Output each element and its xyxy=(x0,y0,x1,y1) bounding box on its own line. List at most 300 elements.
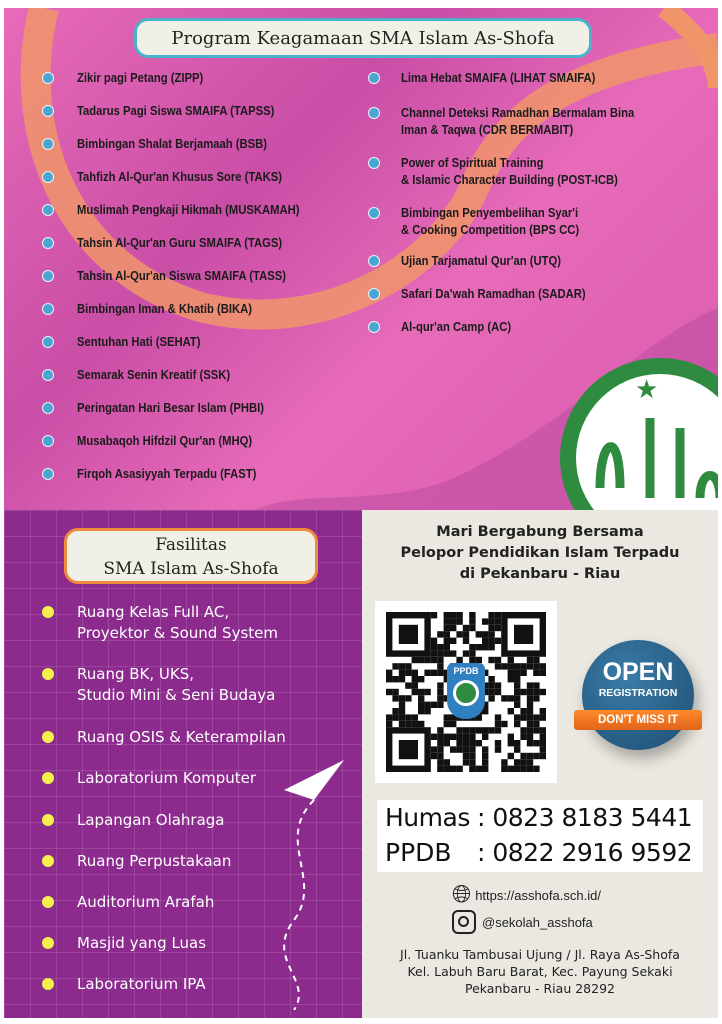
qr-module xyxy=(431,644,437,650)
qr-module xyxy=(469,625,475,631)
program-item: Semarak Senin Kreatif (SSK) xyxy=(77,368,231,382)
program-item xyxy=(401,155,618,189)
qr-module xyxy=(514,682,520,688)
program-item-line: & Cooking Competition (BPS CC) xyxy=(401,223,580,237)
qr-module xyxy=(495,612,501,618)
qr-module xyxy=(488,657,494,663)
qr-module xyxy=(533,766,539,772)
facility-item xyxy=(77,892,214,913)
qr-module xyxy=(476,766,482,772)
qr-module xyxy=(463,625,469,631)
program-item: Firqoh Asasiyyah Terpadu (FAST) xyxy=(77,467,257,481)
qr-module xyxy=(482,759,488,765)
qr-module xyxy=(412,714,418,720)
bullet-icon xyxy=(42,402,54,414)
qr-module xyxy=(488,644,494,650)
instagram-row xyxy=(452,910,593,934)
qr-module xyxy=(533,682,539,688)
qr-module xyxy=(495,727,501,733)
bullet-icon xyxy=(42,369,54,381)
qr-module xyxy=(508,657,514,663)
qr-module xyxy=(437,759,443,765)
qr-code[interactable] xyxy=(375,601,557,783)
website-row xyxy=(452,882,601,908)
bullet-icon xyxy=(42,204,54,216)
qr-module xyxy=(514,714,520,720)
qr-module xyxy=(488,727,494,733)
program-item-line: Power of Spiritual Training xyxy=(401,156,544,170)
program-title: Program Keagamaan SMA Islam As-Shofa xyxy=(134,18,592,58)
qr-module xyxy=(527,682,533,688)
qr-module xyxy=(533,721,539,727)
qr-module xyxy=(386,670,392,676)
qr-module xyxy=(488,612,494,618)
bullet-icon xyxy=(42,606,54,618)
program-item-line: Ujian Tarjamatul Qur'an (UTQ) xyxy=(401,254,561,268)
qr-module xyxy=(399,708,405,714)
qr-module xyxy=(495,746,501,752)
address-line2: Kel. Labuh Baru Barat, Kec. Payung Sekaki xyxy=(407,964,673,979)
qr-module xyxy=(520,708,526,714)
bullet-icon xyxy=(42,978,54,990)
qr-module xyxy=(520,689,526,695)
bullet-icon xyxy=(368,288,380,300)
website-link[interactable]: https://asshofa.sch.id/ xyxy=(475,887,601,903)
qr-module xyxy=(392,676,398,682)
qr-module xyxy=(488,618,494,624)
address xyxy=(362,946,718,997)
qr-module xyxy=(495,638,501,644)
qr-module xyxy=(514,746,520,752)
qr-module xyxy=(476,631,482,637)
qr-module xyxy=(482,631,488,637)
facilities-title-line2: SMA Islam As-Shofa xyxy=(103,559,279,579)
qr-module xyxy=(501,721,507,727)
qr-module xyxy=(392,708,398,714)
bullet-icon xyxy=(42,814,54,826)
qr-module xyxy=(450,638,456,644)
program-item: Musabaqoh Hifdzil Qur'an (MHQ) xyxy=(77,434,253,448)
ppdb-number[interactable]: : 0822 2916 9592 xyxy=(477,838,693,867)
qr-module xyxy=(437,689,443,695)
bullet-icon xyxy=(42,668,54,680)
qr-finder xyxy=(386,612,431,657)
qr-module xyxy=(540,714,546,720)
qr-module xyxy=(431,753,437,759)
qr-module xyxy=(508,753,514,759)
program-item: Tahfizh Al-Qur'an Khusus Sore (TAKS) xyxy=(77,170,282,184)
program-item: Muslimah Pengkaji Hikmah (MUSKAMAH) xyxy=(77,203,300,217)
qr-module xyxy=(456,631,462,637)
qr-module xyxy=(418,702,424,708)
qr-module xyxy=(527,708,533,714)
program-item: Tadarus Pagi Siswa SMAIFA (TAPSS) xyxy=(77,104,275,118)
qr-module xyxy=(463,638,469,644)
qr-module xyxy=(437,766,443,772)
qr-module xyxy=(495,682,501,688)
qr-module xyxy=(514,695,520,701)
qr-module xyxy=(520,766,526,772)
qr-module xyxy=(482,618,488,624)
bullet-icon xyxy=(42,731,54,743)
open-registration-badge xyxy=(582,640,694,750)
program-item: Zikir pagi Petang (ZIPP) xyxy=(77,71,204,85)
qr-module xyxy=(424,689,430,695)
qr-module xyxy=(431,734,437,740)
qr-module xyxy=(469,759,475,765)
qr-module xyxy=(386,721,392,727)
program-item-line: Al-qur'an Camp (AC) xyxy=(401,320,512,334)
qr-module xyxy=(456,727,462,733)
qr-module xyxy=(424,702,430,708)
program-item-line: Safari Da'wah Ramadhan (SADAR) xyxy=(401,287,586,301)
qr-module xyxy=(476,644,482,650)
qr-module xyxy=(456,766,462,772)
qr-module xyxy=(495,618,501,624)
join-line2: Pelopor Pendidikan Islam Terpadu xyxy=(400,545,680,561)
qr-module xyxy=(456,740,462,746)
bullet-icon xyxy=(42,896,54,908)
facility-item-line: Proyektor & Sound System xyxy=(77,624,278,642)
bullet-icon xyxy=(42,237,54,249)
qr-module xyxy=(540,670,546,676)
facility-item-line: Laboratorium IPA xyxy=(77,975,206,993)
qr-module xyxy=(508,676,514,682)
qr-module xyxy=(444,638,450,644)
qr-module xyxy=(482,753,488,759)
qr-module xyxy=(514,740,520,746)
qr-module xyxy=(527,702,533,708)
instagram-icon xyxy=(452,910,476,934)
program-item xyxy=(401,253,561,270)
bullet-icon xyxy=(368,255,380,267)
qr-module xyxy=(450,625,456,631)
dont-miss-banner: DON'T MISS IT xyxy=(574,710,702,730)
instagram-handle[interactable]: @sekolah_asshofa xyxy=(482,914,593,930)
facility-item-line: Auditorium Arafah xyxy=(77,893,215,911)
qr-module xyxy=(508,766,514,772)
paper-plane-icon xyxy=(234,750,354,1010)
qr-module xyxy=(469,734,475,740)
logo-icon xyxy=(453,680,479,706)
qr-module xyxy=(386,689,392,695)
qr-module xyxy=(540,689,546,695)
qr-module xyxy=(405,663,411,669)
facility-item xyxy=(77,851,231,872)
qr-module xyxy=(463,740,469,746)
qr-module xyxy=(520,670,526,676)
qr-module xyxy=(514,689,520,695)
program-item-line: & Islamic Character Building (POST-ICB) xyxy=(401,173,618,187)
qr-module xyxy=(476,740,482,746)
bullet-icon xyxy=(368,72,380,84)
qr-module xyxy=(450,734,456,740)
qr-module xyxy=(399,663,405,669)
facility-item xyxy=(77,810,225,831)
qr-module xyxy=(392,689,398,695)
facility-item xyxy=(77,602,278,644)
bullet-icon xyxy=(42,336,54,348)
qr-module xyxy=(495,657,501,663)
ppdb-label: PPDB xyxy=(385,838,452,867)
qr-module xyxy=(540,734,546,740)
bullet-icon xyxy=(42,855,54,867)
qr-module xyxy=(520,753,526,759)
qr-module xyxy=(533,727,539,733)
qr-module xyxy=(437,740,443,746)
qr-module xyxy=(540,753,546,759)
qr-module xyxy=(437,631,443,637)
qr-module xyxy=(520,734,526,740)
qr-module xyxy=(437,644,443,650)
qr-module xyxy=(495,689,501,695)
qr-finder xyxy=(501,612,546,657)
qr-module xyxy=(444,650,450,656)
program-item xyxy=(401,70,595,87)
qr-module xyxy=(424,657,430,663)
join-line1: Mari Bergabung Bersama xyxy=(436,524,644,540)
qr-module xyxy=(533,670,539,676)
qr-module xyxy=(527,734,533,740)
facility-item-line: Ruang OSIS & Keterampilan xyxy=(77,728,286,746)
program-item-line: Channel Deteksi Ramadhan Bermalam Bina xyxy=(401,106,635,120)
facility-item xyxy=(77,664,275,706)
qr-module xyxy=(450,612,456,618)
qr-module xyxy=(463,650,469,656)
qr-module xyxy=(392,663,398,669)
qr-module xyxy=(399,721,405,727)
qr-module xyxy=(533,663,539,669)
qr-module xyxy=(437,650,443,656)
qr-module xyxy=(431,657,437,663)
qr-module xyxy=(437,746,443,752)
qr-module xyxy=(399,670,405,676)
qr-module xyxy=(469,740,475,746)
qr-module xyxy=(520,759,526,765)
qr-module xyxy=(418,721,424,727)
program-item: Tahsin Al-Qur'an Guru SMAIFA (TAGS) xyxy=(77,236,283,250)
program-item: Bimbingan Shalat Berjamaah (BSB) xyxy=(77,137,268,151)
qr-module xyxy=(450,721,456,727)
qr-module xyxy=(469,753,475,759)
qr-module xyxy=(527,740,533,746)
qr-module xyxy=(501,663,507,669)
qr-module xyxy=(469,727,475,733)
qr-module xyxy=(463,746,469,752)
qr-module xyxy=(463,759,469,765)
qr-module xyxy=(469,746,475,752)
qr-module xyxy=(431,650,437,656)
qr-module xyxy=(508,663,514,669)
qr-module xyxy=(444,714,450,720)
program-item: Peringatan Hari Besar Islam (PHBI) xyxy=(77,401,264,415)
qr-module xyxy=(463,753,469,759)
qr-module xyxy=(444,734,450,740)
qr-module xyxy=(501,759,507,765)
program-item-line: Iman & Taqwa (CDR BERMABIT) xyxy=(401,123,574,137)
qr-module xyxy=(405,670,411,676)
humas-number[interactable]: : 0823 8183 5441 xyxy=(477,803,693,832)
qr-module xyxy=(469,650,475,656)
program-item xyxy=(401,205,579,239)
qr-module xyxy=(444,644,450,650)
qr-module xyxy=(399,714,405,720)
qr-module xyxy=(533,714,539,720)
qr-module xyxy=(508,740,514,746)
qr-module xyxy=(488,676,494,682)
bullet-icon xyxy=(368,157,380,169)
address-line3: Pekanbaru - Riau 28292 xyxy=(465,981,615,996)
qr-module xyxy=(418,708,424,714)
qr-module xyxy=(540,663,546,669)
program-item-line: Lima Hebat SMAIFA (LIHAT SMAIFA) xyxy=(401,71,596,85)
qr-module xyxy=(450,650,456,656)
badge-registration: REGISTRATION xyxy=(598,687,678,699)
qr-module xyxy=(431,670,437,676)
qr-module xyxy=(514,721,520,727)
bullet-icon xyxy=(42,138,54,150)
qr-module xyxy=(488,695,494,701)
qr-module xyxy=(469,618,475,624)
qr-module xyxy=(482,644,488,650)
bullet-icon xyxy=(42,270,54,282)
bullet-icon xyxy=(368,107,380,119)
qr-module xyxy=(437,702,443,708)
qr-module xyxy=(527,721,533,727)
bullet-icon xyxy=(42,435,54,447)
facility-item xyxy=(77,727,286,748)
qr-module xyxy=(488,631,494,637)
qr-module xyxy=(405,714,411,720)
qr-module xyxy=(437,682,443,688)
qr-module xyxy=(444,618,450,624)
qr-module xyxy=(456,618,462,624)
qr-module xyxy=(488,625,494,631)
qr-module xyxy=(437,695,443,701)
contacts-box xyxy=(377,800,703,872)
qr-module xyxy=(540,740,546,746)
qr-module xyxy=(533,657,539,663)
qr-module xyxy=(520,663,526,669)
facility-item xyxy=(77,768,256,789)
program-item xyxy=(401,105,634,139)
facility-item-line: Laboratorium Komputer xyxy=(77,769,257,787)
qr-module xyxy=(437,734,443,740)
qr-module xyxy=(501,695,507,701)
join-line3: di Pekanbaru - Riau xyxy=(459,566,621,582)
qr-module xyxy=(495,721,501,727)
qr-module xyxy=(540,727,546,733)
qr-module xyxy=(508,695,514,701)
qr-module xyxy=(412,676,418,682)
qr-module xyxy=(412,689,418,695)
qr-module xyxy=(431,638,437,644)
qr-finder xyxy=(386,727,431,772)
qr-module xyxy=(431,612,437,618)
qr-module xyxy=(482,727,488,733)
qr-module xyxy=(469,644,475,650)
qr-module xyxy=(424,670,430,676)
qr-module xyxy=(412,657,418,663)
qr-module xyxy=(527,727,533,733)
qr-module xyxy=(399,702,405,708)
facility-item-line: Ruang Kelas Full AC, xyxy=(77,603,230,621)
qr-module xyxy=(412,670,418,676)
qr-module xyxy=(405,682,411,688)
bullet-icon xyxy=(42,937,54,949)
facilities-title xyxy=(64,528,318,584)
bullet-icon xyxy=(368,207,380,219)
qr-module xyxy=(456,746,462,752)
qr-module xyxy=(437,670,443,676)
qr-module xyxy=(444,625,450,631)
qr-module xyxy=(527,689,533,695)
program-item-line: Bimbingan Penyembelihan Syar'i xyxy=(401,206,579,220)
qr-module xyxy=(520,714,526,720)
qr-module xyxy=(463,631,469,637)
qr-module xyxy=(444,631,450,637)
qr-module xyxy=(508,708,514,714)
qr-module xyxy=(444,759,450,765)
qr-module xyxy=(444,766,450,772)
qr-module xyxy=(392,695,398,701)
join-text xyxy=(362,522,718,585)
qr-module xyxy=(527,657,533,663)
qr-module xyxy=(533,740,539,746)
ppdb-qr-badge xyxy=(447,663,485,719)
bullet-icon xyxy=(42,772,54,784)
globe-icon: 🌐︎ xyxy=(452,881,472,908)
qr-module xyxy=(508,734,514,740)
ppdb-badge-text: PPDB xyxy=(453,666,479,676)
facility-item-line: Masjid yang Luas xyxy=(77,934,207,952)
qr-module xyxy=(482,766,488,772)
program-item xyxy=(401,286,586,303)
qr-module xyxy=(488,689,494,695)
bullet-icon xyxy=(42,72,54,84)
bullet-icon xyxy=(368,321,380,333)
qr-module xyxy=(527,714,533,720)
qr-module xyxy=(405,695,411,701)
qr-module xyxy=(418,695,424,701)
qr-module xyxy=(386,714,392,720)
qr-module xyxy=(431,702,437,708)
bullet-icon xyxy=(42,303,54,315)
qr-module xyxy=(482,638,488,644)
qr-module xyxy=(514,766,520,772)
qr-module xyxy=(450,746,456,752)
program-item: Sentuhan Hati (SEHAT) xyxy=(77,335,201,349)
qr-module xyxy=(514,759,520,765)
facility-item-line: Ruang Perpustakaan xyxy=(77,852,232,870)
qr-module xyxy=(399,695,405,701)
qr-module xyxy=(533,695,539,701)
qr-module xyxy=(495,625,501,631)
qr-module xyxy=(386,676,392,682)
qr-module xyxy=(514,670,520,676)
qr-module xyxy=(412,721,418,727)
qr-module xyxy=(540,708,546,714)
facility-item xyxy=(77,933,206,954)
qr-module xyxy=(488,682,494,688)
qr-module xyxy=(533,689,539,695)
qr-module xyxy=(508,670,514,676)
qr-module xyxy=(463,734,469,740)
qr-module xyxy=(437,663,443,669)
qr-module xyxy=(527,766,533,772)
qr-module xyxy=(527,753,533,759)
qr-module xyxy=(514,676,520,682)
